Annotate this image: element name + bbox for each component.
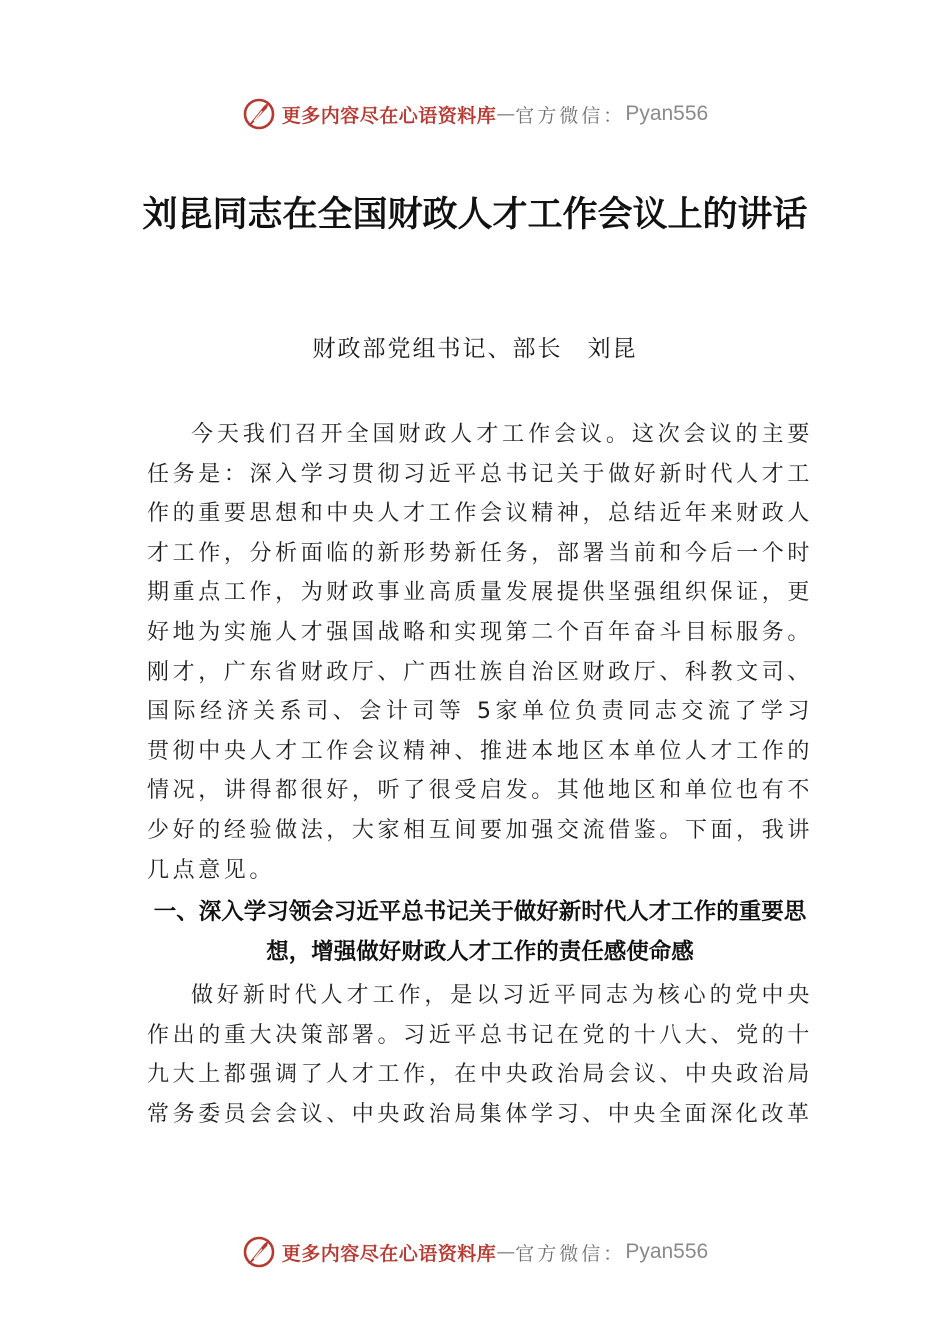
watermark-wechat-id: Pyan556 (625, 1240, 709, 1263)
watermark-dash: — (496, 103, 516, 125)
quill-pen-circle-icon (242, 1235, 276, 1269)
watermark-wechat-id: Pyan556 (625, 102, 709, 125)
section-heading-1: 一、深入学习领会习近平总书记关于做好新时代人才工作的重要思想，增强做好财政人才工作的责任感使命感 (153, 899, 807, 965)
document-title: 刘昆同志在全国财政人才工作会议上的讲话 (142, 194, 808, 235)
watermark-label: 官方微信： (515, 104, 626, 127)
body-paragraph-1: 今天我们召开全国财政人才工作会议。这次会议的主要任务是：深入学习贯彻习近平总书记关于做好新时代人才工作的重要思想和中央人才工作会议精神，总结近年来财政人才工作，分析面临的新形势新任务，部署当前和今后一个时期重点工作，为财政事业高质量发展提供坚强组织保证，更好地为实施人才强国战略和实现第二个百年奋斗目标服务。 刚才，广东省财政厅、广西壮族自治区财政厅、科教文司、 国际经济关系司、会计司等 5家单位负责同志交流了学习贯彻中央人才工作会议精神、推进本地区本单位人才工作的情况，讲得都很好，听了很受启发。其他地区和单位也有不少好的经验做法，大家相互间要加强交流借鉴。下面，我讲几点意见。 (147, 422, 813, 883)
watermark-brand: 更多内容尽在心语资料库 (281, 104, 497, 127)
body-paragraph-2: 做好新时代人才工作，是以习近平同志为核心的党中央作出的重大决策部署。习近平总书记在党的十八大、党的十九大上都强调了人才工作，在中央政治局会议、中央政治局常务委员会会议、中央政治局集体学习、中央全面深化改革 (147, 983, 813, 1127)
document-author: 财政部党组书记、部长 刘昆 (312, 336, 638, 362)
watermark-dash: — (496, 1241, 516, 1263)
watermark-label: 官方微信： (515, 1242, 626, 1265)
watermark-brand: 更多内容尽在心语资料库 (281, 1242, 497, 1265)
quill-pen-circle-icon (242, 97, 276, 131)
watermark-banner-bottom (0, 1232, 950, 1272)
watermark-banner-top (0, 94, 950, 134)
